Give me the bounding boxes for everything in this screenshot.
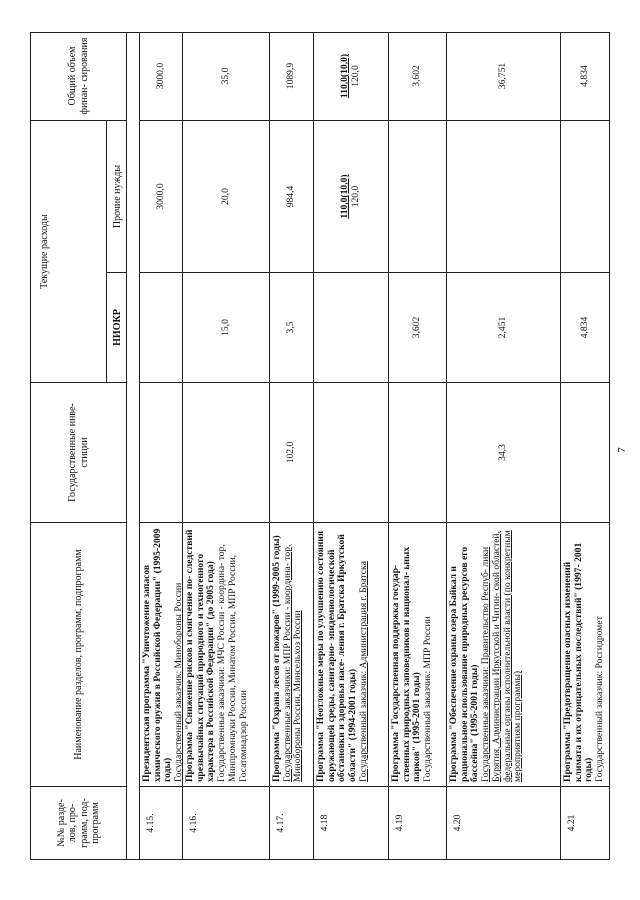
program-customer: Государственные заказчики: Правительство Респуб- лики Бурятия, Администрации Иркутской и Читин- ской областей, федеральные органы исполнительной власти (по конкретным мероприятиям программы) [480, 530, 524, 782]
investment-value [140, 383, 182, 523]
total-value: 36,751 [447, 32, 560, 121]
row-name [314, 523, 388, 787]
program-customer: Государственный заказчик: МПР России [422, 616, 434, 782]
other-value: 984,4 [270, 121, 313, 273]
program-title: Программа "Государственная поддержка государ- ственных природных заповедников и национал- ьных парков" (1995-2001 годы) [390, 546, 423, 782]
row-name [140, 523, 185, 787]
table-header [30, 32, 127, 860]
header-name: Наименование разделов, программ, подпрограмм [31, 523, 126, 787]
other-value [447, 121, 560, 273]
page-number: 7 [616, 447, 628, 453]
total-value: 3000,0 [140, 32, 182, 121]
niokr-value: 3,602 [389, 273, 446, 383]
row-name [561, 523, 610, 787]
investment-value [389, 383, 446, 523]
investment-value [314, 383, 388, 523]
other-value: 110,0(10,0) [339, 174, 351, 219]
total-value: 35,0 [183, 32, 269, 121]
row-number: 4.18 [319, 814, 330, 832]
header-niokr: НИОКР [106, 273, 127, 383]
program-title: Программа "Неотложные меры по улучшению состояния окружающей среды, санитарно- эпидемиологической обстановки и здоровья насе- ления г. Братска Иркутской области" (1994-2001 годы) [315, 530, 359, 782]
other-value: 20,0 [183, 121, 269, 273]
program-customer: Государственные заказчики: МПР России - координа- тор, Минобороны России, Минсельхоз России [281, 544, 304, 782]
header-investment: Государственные инве- стиции [31, 383, 126, 523]
total-value: 1089,9 [270, 32, 313, 121]
table-row [446, 33, 560, 859]
niokr-value [314, 273, 388, 383]
program-title: Программа "Снижение рисков и смягчение по- следствий чрезвычайных ситуаций природного и техногенного характера в Российской Федерации" (до 2005 года) [184, 529, 217, 782]
program-title: Программа "Охрана лесов от пожаров" (1999-2005 годы) [271, 535, 282, 782]
table-row [182, 33, 269, 859]
row-name [389, 523, 446, 787]
header-total: Общий объем финан- сирования [31, 32, 126, 121]
row-number: 4.15. [145, 813, 156, 833]
row-number: 4.20 [452, 814, 463, 832]
niokr-value: 15,0 [183, 273, 269, 383]
other-value: 3000,0 [140, 121, 182, 273]
table-row [560, 33, 610, 859]
niokr-value: 4,834 [561, 273, 610, 383]
other-value [389, 121, 446, 273]
program-title: Президентская программа "Уничтожение запасов химического оружия в Российской Федерации" (1995-2009 годы) [141, 528, 174, 782]
niokr-value: 2,451 [447, 273, 560, 383]
row-number: 4.21 [566, 814, 577, 832]
table-row [140, 33, 185, 859]
program-title: Программа "Обеспечение охраны озера Байкал и рациональное использование природных ресурсов его бассейна" (1995-2001 годы) [448, 546, 481, 782]
row-name [447, 523, 560, 787]
program-customer: Государственный заказчик: Минобороны России [173, 582, 185, 782]
other-value-cell [314, 121, 388, 273]
investment-value [183, 383, 269, 523]
investment-value [561, 383, 610, 523]
header-gap [127, 32, 139, 860]
program-customer: Государственный заказчик: Администрация г. Братска [357, 561, 369, 782]
row-number: 4.17. [275, 813, 286, 833]
table-row [269, 33, 313, 859]
row-number: 4.19 [394, 814, 405, 832]
other-value-secondary: 120,0 [350, 185, 361, 208]
total-value-cell [314, 32, 388, 121]
row-name [183, 523, 269, 787]
table-row [388, 33, 446, 859]
header-other: Прочие нужды [106, 121, 127, 273]
row-number: 4.16. [188, 813, 199, 833]
header-number: №№ разде- лов, про- грамм, под- программ [55, 798, 101, 848]
program-title: Программа "Предотвращение опасных изменений климата и их отрицательных последствий" (1997- 2001 годы) [562, 542, 595, 782]
niokr-value: 3,5 [270, 273, 313, 383]
total-value: 3,602 [389, 32, 446, 121]
total-value: 110,0(10,0) [339, 53, 351, 99]
table-body [139, 32, 610, 860]
investment-value: 102,0 [270, 383, 313, 523]
header-current: Текущие расходы [31, 121, 126, 383]
program-customer: Государственные заказчики: МЧС России - координа- тор, Минпромнауки России, Минатом России, МПР России, Госатомнадзор России [216, 544, 249, 782]
other-value [561, 121, 610, 273]
niokr-value [140, 273, 182, 383]
row-name [270, 523, 313, 787]
total-value-secondary: 120,0 [350, 65, 361, 87]
table-row [313, 33, 388, 859]
program-customer: Государственный заказчик: Росгидромет [594, 616, 606, 782]
total-value: 4,834 [561, 32, 610, 121]
investment-value: 34,3 [447, 383, 560, 523]
